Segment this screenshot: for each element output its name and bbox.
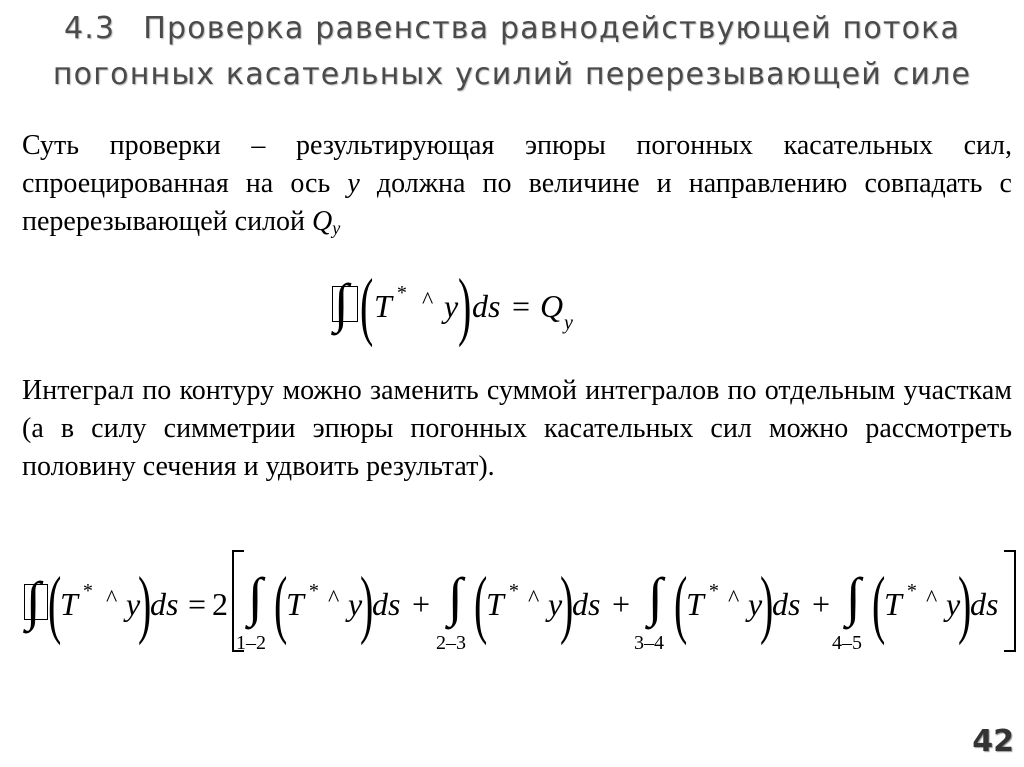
T-symbol: T [286,586,304,622]
section-number: 4.3 [63,11,116,46]
T-star: * [708,580,718,602]
right-paren: ) [458,262,472,349]
T-symbol: T [60,586,78,622]
formula-sum-integrals: ∫ ( T * ^ y ) ds = 2 ∫ 1–2 ( T * ^ y ) ds + ∫ 2–3 ( T * ^ y ) ds + ∫ 3–4 ( T * ^ y ) ds + ∫ 4–5 ( T * ^ y ) ds [22,546,1022,656]
left-paren: ( [48,560,62,647]
Q-symbol: Q [540,288,564,324]
equals-sign: = [188,586,207,622]
ds-symbol: ds [970,586,999,622]
plus-sign: + [412,586,431,622]
T-star: * [396,282,406,304]
y-symbol: y [126,586,141,622]
left-paren: ( [360,262,374,349]
y-symbol: y [444,288,459,324]
plus-sign: + [612,586,631,622]
paragraph-1 [22,127,1012,247]
limit-1-2: 1–2 [236,632,266,654]
paragraph-1-text-a: Суть проверки – результирующая эпюры погонных касательных сил, спроецированная на ось [22,130,1012,199]
factor-two: 2 [212,586,228,622]
T-star: * [906,580,916,602]
title-line-1 [0,6,1024,52]
slide-title [0,6,1024,98]
T-star: * [508,580,518,602]
force-Q: Q [312,206,333,237]
T-star: * [82,580,92,602]
wedge-symbol: ^ [528,586,540,612]
T-star: * [308,580,318,602]
right-bracket [1004,550,1016,652]
limit-2-3: 2–3 [436,632,466,654]
paragraph-1-text-b: должна по величине и направлению совпадать с перерезывающей силой [22,168,1012,237]
ds-symbol: ds [472,288,501,324]
wedge-symbol: ^ [106,586,118,612]
limit-4-5: 4–5 [832,632,862,654]
T-symbol: T [686,586,704,622]
title-text-1: Проверка равенства равнодействующей потока [143,11,961,46]
y-symbol: y [748,586,763,622]
ds-symbol: ds [572,586,601,622]
force-Q-subscript: y [332,218,341,238]
plus-sign: + [812,586,831,622]
paragraph-2: Интеграл по контуру можно заменить суммой интегралов по отдельным участкам (а в силу симметрии эпюры погонных касательных сил можно рассмотреть половину сечения и удвоить результат). [22,375,1012,482]
limit-3-4: 3–4 [634,632,664,654]
T-symbol: T [486,586,504,622]
title-text-2: погонных касательных усилий перерезывающей силе [52,57,972,92]
ds-symbol: ds [772,586,801,622]
T-symbol: T [884,586,902,622]
y-symbol: y [348,586,363,622]
y-symbol: y [548,586,563,622]
wedge-symbol: ^ [328,586,340,612]
wedge-symbol: ^ [728,586,740,612]
ds-symbol: ds [150,586,179,622]
page-number: 42 [972,724,1014,759]
equals-sign: = [512,288,531,324]
Q-subscript: y [564,312,573,334]
T-symbol: T [374,288,392,324]
wedge-symbol: ^ [422,288,434,314]
y-symbol: y [946,586,961,622]
ds-symbol: ds [372,586,401,622]
axis-y: y [347,168,360,199]
wedge-symbol: ^ [926,586,938,612]
right-paren: ) [138,560,152,647]
